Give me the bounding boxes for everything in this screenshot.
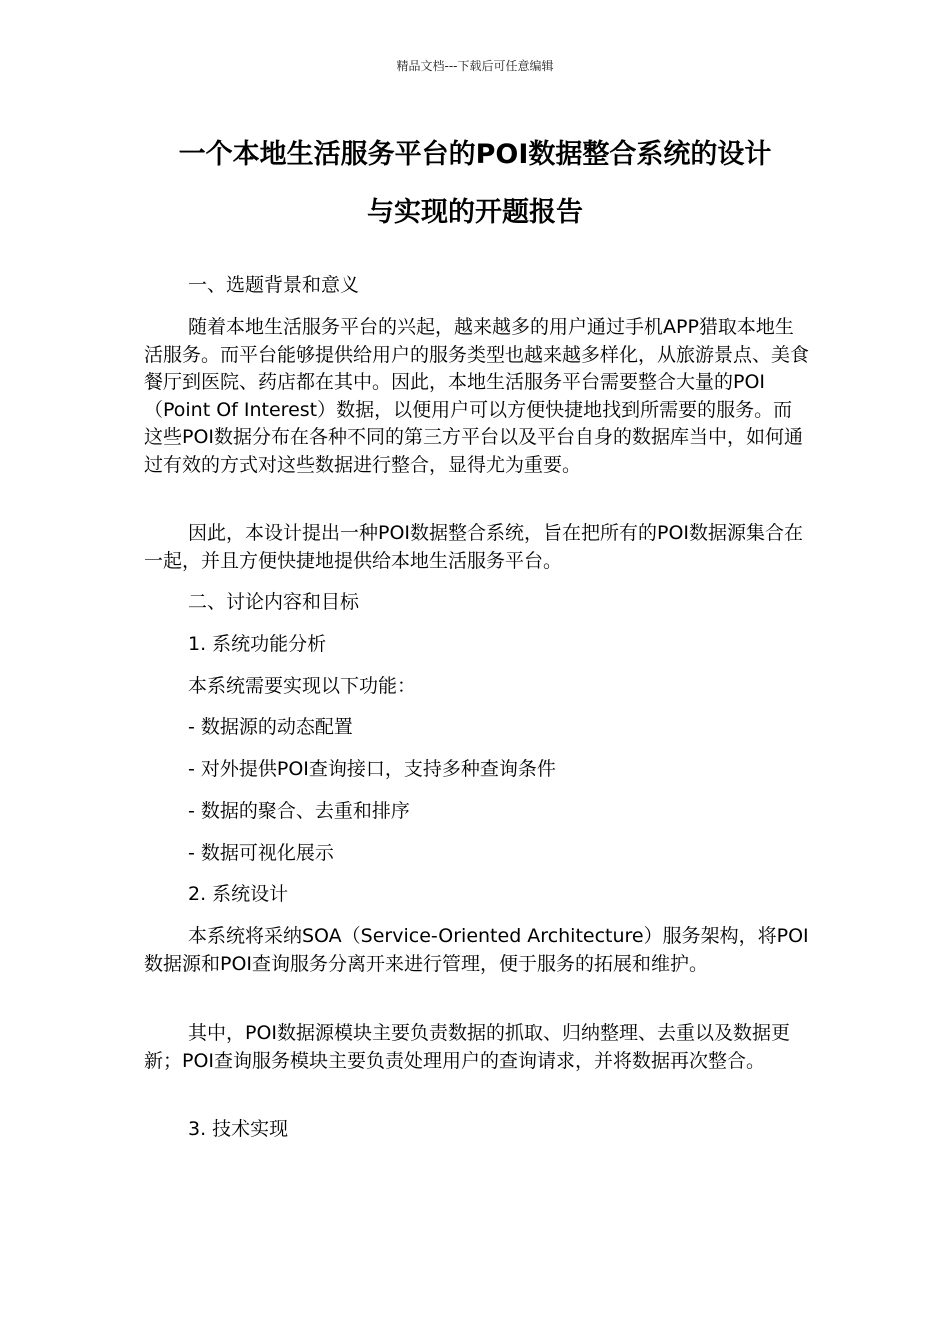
list-item: - 数据可视化展示 bbox=[188, 842, 334, 864]
section-2-subheading-1: 1. 系统功能分析 bbox=[188, 633, 327, 655]
list-item: - 数据源的动态配置 bbox=[188, 716, 353, 738]
section-1-paragraph-2: 因此，本设计提出一种POI数据整合系统，旨在把所有的POI数据源集合在一起，并且方便快捷地提供给本地生活服务平台。 bbox=[144, 522, 804, 572]
section-2-subheading-3: 3. 技术实现 bbox=[188, 1118, 289, 1140]
page-header-watermark: 精品文档---下载后可任意编辑 bbox=[396, 59, 554, 73]
document-title-line-1: 一个本地生活服务平台的POI数据整合系统的设计 bbox=[178, 139, 772, 170]
section-1-heading: 一、选题背景和意义 bbox=[188, 274, 360, 296]
section-2-paragraph-2: 其中，POI数据源模块主要负责数据的抓取、归纳整理、去重以及数据更新；POI查询服务模块主要负责处理用户的查询请求，并将数据再次整合。 bbox=[144, 1022, 791, 1072]
section-1-paragraph-1: 随着本地生活服务平台的兴起，越来越多的用户通过手机APP猎取本地生活服务。而平台能够提供给用户的服务类型也越来越多样化，从旅游景点、美食餐厅到医院、药店都在其中。因此，本地生活服务平台需要整合大量的POI（Point Of Interest）数据，以便用户可以方便快捷地找到所需要的服务。而这些POI数据分布在各种不同的第三方平台以及平台自身的数据库当中，如何通过有效的方式对这些数据进行整合，显得尤为重要。 bbox=[144, 316, 810, 476]
list-item: - 对外提供POI查询接口，支持多种查询条件 bbox=[188, 758, 556, 780]
section-2-paragraph-1: 本系统将采纳SOA（Service-Oriented Architecture）服务架构，将POI数据源和POI查询服务分离开来进行管理，便于服务的拓展和维护。 bbox=[144, 925, 809, 975]
section-2-heading: 二、讨论内容和目标 bbox=[188, 591, 360, 613]
list-item: - 数据的聚合、去重和排序 bbox=[188, 800, 410, 822]
section-2-subheading-2: 2. 系统设计 bbox=[188, 883, 289, 905]
section-2-intro: 本系统需要实现以下功能： bbox=[188, 675, 417, 697]
document-title-line-2: 与实现的开题报告 bbox=[367, 197, 583, 228]
